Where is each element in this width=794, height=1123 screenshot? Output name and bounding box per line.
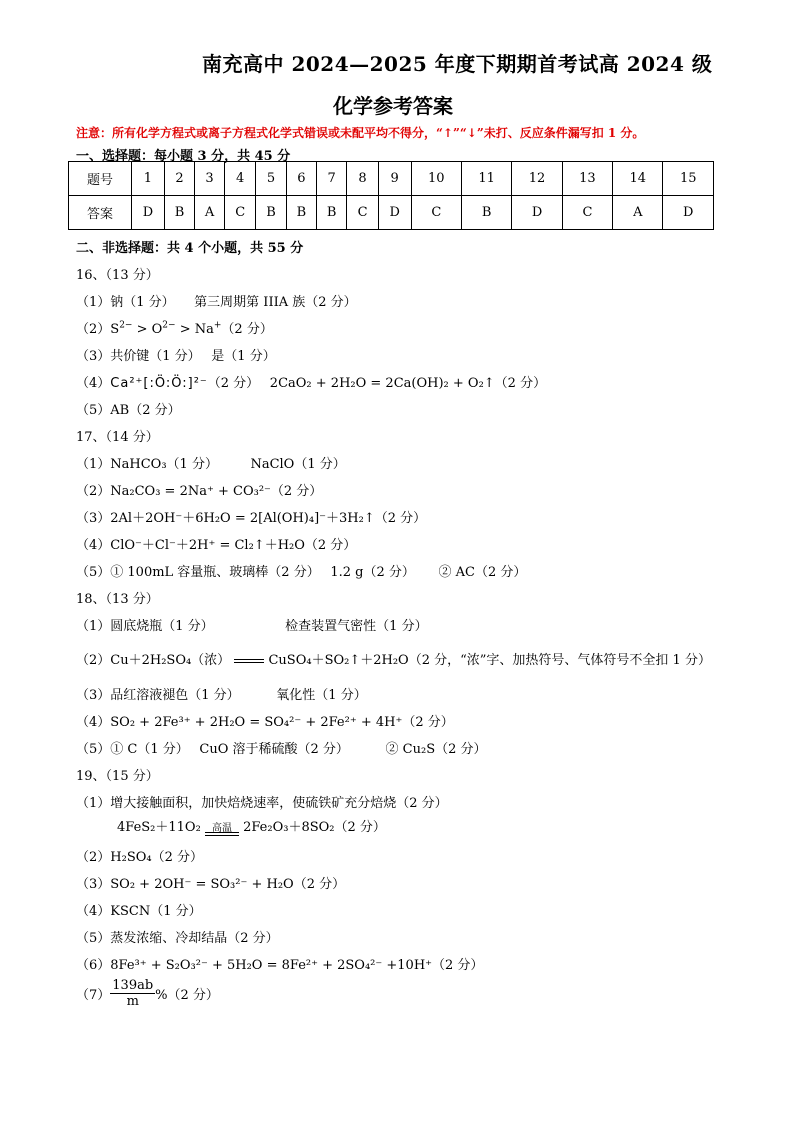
table-row-numbers [69, 162, 714, 196]
q17-line2: （2）Na₂CO₃ = 2Na⁺ + CO₃²⁻（2 分） [76, 484, 323, 499]
q17-line4: （4）ClO⁻＋Cl⁻＋2H⁺ = Cl₂↑＋H₂O（2 分） [76, 538, 357, 553]
q19-line5: （5）蒸发浓缩、冷却结晶（2 分） [76, 931, 279, 946]
q17-line5: （5）① 100mL 容量瓶、玻璃棒（2 分） 1.2 g（2 分） ② AC（2 分） [76, 565, 527, 580]
table-cell: C [347, 196, 378, 230]
q18-line3: （3）品红溶液褪色（1 分） 氧化性（1 分） [76, 688, 367, 703]
table-cell: A [613, 196, 663, 230]
q19-line6: （6）8Fe³⁺ + S₂O₃²⁻ + 5H₂O = 8Fe²⁺ + 2SO₄²⁻ +10H⁺（2 分） [76, 958, 484, 973]
q16-line2: $(2)S^{2-} > O^{2-} > Na^+(2$ 分） [76, 320, 273, 337]
q19-line4: （4）KSCN（1 分） [76, 904, 202, 919]
table-cell: B [286, 196, 316, 230]
table-cell: 6 [286, 162, 316, 196]
table-cell: B [164, 196, 194, 230]
electron-formula: Ca²⁺[:Ö:Ö:]²⁻ [110, 376, 208, 391]
table-cell: 12 [512, 162, 562, 196]
q18-heading: 18、（13 分） [76, 592, 159, 607]
table-cell: D [512, 196, 562, 230]
q16-line4: （4）Ca²⁺[:Ö:Ö:]²⁻（2 分） 2CaO₂ + 2H₂O = 2Ca(OH)₂ + O₂↑（2 分） [76, 376, 547, 391]
section1-heading: 一、选择题：每小题 3 分，共 45 分 [76, 149, 291, 164]
table-cell: 2 [164, 162, 194, 196]
high-temp-condition: 高温 [205, 819, 239, 836]
fraction: $\frac{139ab}{m}$ [112, 978, 154, 1009]
q18-line4: （4）SO₂ + 2Fe³⁺ + 2H₂O = SO₄²⁻ + 2Fe²⁺ + 4H⁺（2 分） [76, 715, 454, 730]
q17-line3: （3）2Al＋2OH⁻＋6H₂O = 2[Al(OH)₄]⁻＋3H₂↑（2 分） [76, 511, 427, 526]
q16-heading: 16、（13 分） [76, 268, 159, 283]
table-cell: 3 [195, 162, 225, 196]
q18-line1: （1）圆底烧瓶（1 分） 检查装置气密性（1 分） [76, 619, 428, 634]
table-cell: C [562, 196, 612, 230]
q19-heading: 19、（15 分） [76, 769, 159, 784]
page-title: 南充高中 2024—2025 年度下期期首考试高 2024 级 [202, 52, 713, 76]
table-cell: 10 [411, 162, 461, 196]
table-cell: 5 [256, 162, 286, 196]
q19-line1b: 4FeS₂＋11O₂ 高温 2Fe₂O₃＋8SO₂（2 分） [117, 820, 386, 835]
table-cell: 13 [562, 162, 612, 196]
table-cell: B [317, 196, 347, 230]
table-cell: 14 [613, 162, 663, 196]
table-cell: B [461, 196, 511, 230]
heat-condition-arrow [234, 659, 264, 663]
q19-line1: （1）增大接触面积，加快焙烧速率，使硫铁矿充分焙烧（2 分） [76, 796, 448, 811]
table-cell: 4 [224, 162, 255, 196]
table-cell: D [378, 196, 411, 230]
table-cell: A [195, 196, 225, 230]
table-cell: 7 [317, 162, 347, 196]
table-cell: C [224, 196, 255, 230]
grading-note: 注意：所有化学方程式或离子方程式化学式错误或未配平均不得分，“↑”“↓”未打、反应条件漏写扣 1 分。 [76, 126, 645, 140]
table-cell: 15 [663, 162, 714, 196]
table-cell: 1 [132, 162, 165, 196]
table-cell: 8 [347, 162, 378, 196]
table-cell: 9 [378, 162, 411, 196]
table-cell: D [132, 196, 165, 230]
q19-line7: （7） $\frac{139ab}{m}$ %（2 分） [76, 978, 219, 1009]
table-cell: 11 [461, 162, 511, 196]
section2-heading: 二、非选择题：共 4 个小题，共 55 分 [76, 241, 304, 256]
q16-line5: （5）AB（2 分） [76, 403, 181, 418]
table-cell: D [663, 196, 714, 230]
q19-line3: （3）SO₂ + 2OH⁻ = SO₃²⁻ + H₂O（2 分） [76, 877, 346, 892]
table-cell: C [411, 196, 461, 230]
answer-table [68, 161, 714, 230]
q18-line5: （5）① C（1 分） CuO 溶于稀硫酸（2 分） ② Cu₂S（2 分） [76, 742, 487, 757]
q16-line3: （3）共价键（1 分） 是（1 分） [76, 349, 276, 364]
table-row-answers [69, 196, 714, 230]
q17-line1: （1）NaHCO₃（1 分） NaClO（1 分） [76, 457, 346, 472]
table-cell: B [256, 196, 286, 230]
q19-line2: （2）H₂SO₄（2 分） [76, 850, 203, 865]
q18-line2: （2）Cu＋2H₂SO₄（浓） CuSO₄＋SO₂↑＋2H₂O（2 分，“浓”字、加热符号、气体符号不全扣 1 分） [76, 653, 711, 668]
q17-heading: 17、（14 分） [76, 430, 159, 445]
q16-line1: （1）钠（1 分） 第三周期第 IIIA 族（2 分） [76, 295, 357, 310]
table-header-cell: 题号 [69, 162, 132, 196]
table-header-cell: 答案 [69, 196, 132, 230]
page-subtitle: 化学参考答案 [333, 94, 453, 118]
